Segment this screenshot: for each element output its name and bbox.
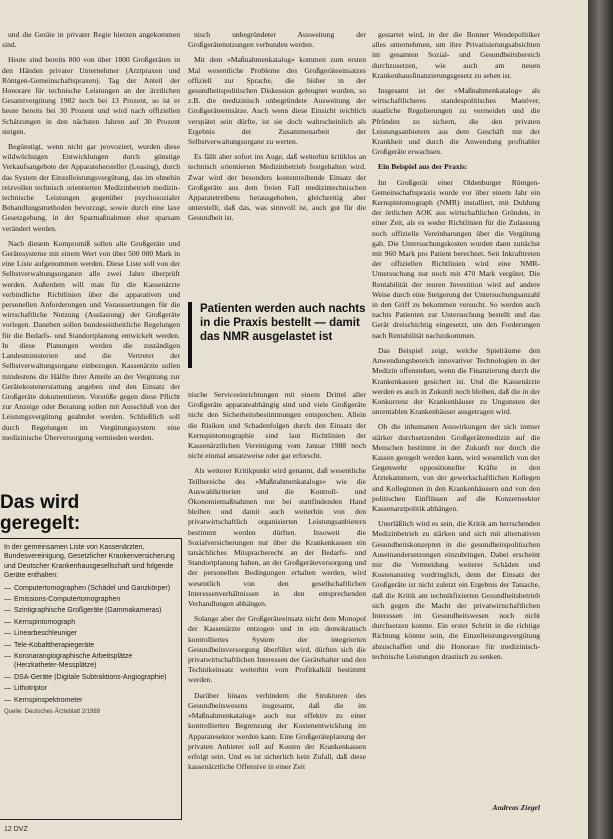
paragraph: Insgesamt ist der »Maßnahmenkatalog« als wirtschaftlicheres standespolitisches Manöver, staatliche Regulierungen zu vermeiden und die Pfründen zu sichern, die den privaten Leistungsanbietern aus dem Geschäft mit der Krankheit und durch die Anwendung profitabler Großgeräte erwachsen. xyxy=(372,86,540,157)
paragraph: nisch unbegründeter Ausweitung der Großgerätenutzungen verbunden werden. xyxy=(188,30,366,50)
pull-quote: Patienten werden auch nachts in die Praxis bestellt — damit das NMR ausgelastet ist xyxy=(188,302,366,368)
list-item: — Kernspinspektrometer xyxy=(4,696,176,705)
list-item: — Computertomographen (Schädel und Ganzkörper) xyxy=(4,584,176,593)
page-footer: 12 DVZ xyxy=(4,826,28,833)
sidebar-headline-line: geregelt: xyxy=(0,513,81,534)
list-item: — Tele-Kobalttherapiegeräte xyxy=(4,641,176,650)
paragraph: Darüber hinaus verhindern die Strukturen des Gesundheitswesens insgesamt, daß die im »Maßnahmenkatalog« auch nur effektiv zu einer kontrollierten Begrenzung der Kostenentwicklung im Apparatesektor werden kann. Eine Großgeräteplanung der privaten Anbieter soll auf Kosten der Krankenkassen erfolgt sein. Und es ist sicherlich kein Zufall, daß diese kassenärztliche Offensive in einer Zeit xyxy=(188,690,366,772)
list-item: — DSA-Geräte (Digitale Subtraktions-Angiographie) xyxy=(4,673,176,682)
source-note: Quelle: Deutsches Ärzteblatt 2/1988 xyxy=(4,709,101,716)
list-item: — Linearbeschleuniger xyxy=(4,629,176,638)
paragraph: und die Geräte in privater Regie hierzen angekommen sind. xyxy=(2,30,180,50)
paragraph: Ob die inhumanen Auswirkungen der sich immer stärker durchsetzenden Großgerätemedizin auf die Menschen bestimmt in der Zukunft nur durch die Kassen geregelt werden kann, wird wesentlich von der Gegenwehr oppositioneller Kräfte in den Ärztekammern, von der gewerkschaftlichen Kollegen und Kolleginnen in den Krankenhäusern und von den politischen Einflüssen auf die Konzernsektor Kassenarztpolitik abhängen. xyxy=(372,422,540,513)
article-column-2 xyxy=(188,30,366,290)
paragraph: Nach diesem Kompromiß sollen alle Großgeräte und Gerätesysteme mit einem Wert von über 500 000 Mark in eine Liste aufgenommen werden. Diese Liste soll von der Selbstverwaltungsorganen alle zwei Jahre überprüft werden. Außerdem will man für die Kassenärzte verbindliche Richtlinien über die apparativen und personellen Anforderungen und Voraussetzungen für die wirtschaftliche Nutzung (Auslastung) der Großgeräte vorlegen. Daneben sollen bundeseinheitliche Regelungen für die Bedarfs- und Standortplanung entwickelt werden. In diese Planungen werden die zuständigen Landesministerien und die Vertreter der Selbstverwaltungsorgane einbezogen. Kassenärzte sollen mindestens die Hälfte ihrer Anteile an der Vergütung zur Gerätekostenerstattung angeben und den Einsatz der Großgeräte dokumentieren. Vorstöße gegen diese Pflicht zur Anzeige oder Beratung sollen mit Ausschluß von der Leistungsvergütung geahndet werden. Schließlich soll durch Regelungen im Vergütungssystem eine medizinische Überversorgung vermieden werden. xyxy=(2,238,180,442)
paragraph: Unerläßlich wird es sein, die Kritik am herrschenden Medizinbetrieb zu stärken und sich mit alternativen Gesundheitskonzepten in die gesundheitspolitischen Auseinandersetzungen einzubringen. Dabei erscheint mir die Vermeidung weiterer Schäden und Kostenanstieg vordringlich, denn der Einsatz der Großgeräte ist nicht zuletzt ein Ergebnis der Tatsache, daß die Kritik am technikfixierten Gesundheitsbetrieb sich gegen die Macht der privatwirtschaftlichen Interessen im Gesundheitswesen noch nicht durchsetzen konnte. Ein erster Schritt in die richtige Richtung könnte sein, die Einzelleistungsvergütung abzuschaffen und die Honorare für medizinisch-technische Leistungen drastisch zu senken. xyxy=(372,519,540,661)
book-spine-shadow xyxy=(588,0,613,839)
paragraph: nische Serviceeinrichtungen mit einem Drittel aller Großgeräte apparateabhängig sind und viele Großgeräte nicht den Sicherheitsbestimmungen entsprechen. Allein die Risiken und Schadenfolgen durch den Einsatz der Kernspintomographie sind laut Richtlinien der Kassenärztlichen Vereinigung vom Januar 1988 noch nicht einmal ansatzweise oder gar erforscht. xyxy=(188,390,366,461)
article-column-3 xyxy=(372,30,540,800)
author-signature: Andreas Ziegel xyxy=(492,803,540,812)
paragraph: gestartet wird, in der die Bonner Wendepolitiker alles unternehmen, um ihre Privatisierungsabsichten im gesamten Sozial- und Gesundheitsbereich durchzusetzen, wie auch am neuen Krankenhausfinanzierungsgesetz zu sehen ist. xyxy=(372,30,540,80)
paragraph: Als weiterer Kritikpunkt wird genannt, daß wesentliche Teilbereiche des »Maßnahmenkatalogs« wie die Auswahlkriterien und die Kontroll- und Ökonomiemaßnahmen nur bei stattfindenden Hand bleiben und damit auch weiterhin von den privatwirtschaftlich organisierten Leistungsanbietern bestimmt werden dürften. Insoweit die Sozialversicherungen nur über die Krankenkassen ein tatsächliches Mitspracherecht an der Bedarfs- und Standortplanung haben, an der Großgeräteversorgung und der personellen Bedingungen erhalten werden, wird wesentlich von den gesellschaftlichen Interessenverhältnissen in den entsprechenden Verhandlungen abhängen. xyxy=(188,466,366,609)
sidebar-headline xyxy=(0,492,180,534)
paragraph: Ein Beispiel aus der Praxis: xyxy=(378,162,468,172)
paragraph: Mit dem »Maßnahmenkatalog« kommen zum ersten Mal wesentliche Probleme des Großgeräteeinsatzes offiziell zur Sprache, die bisher in der gesundheitspolitischen Diskussion geleugnet wurden, so z.B. die medizinisch unbegründete Ausweitung der Großgeräteeinsätze. Auch wenn diese Einsicht reichlich verspätet sein dürfte, ist sie doch wahrscheinlich als Ergebnis der Zusammenarbeit der Selbstverwaltungsorgane zu werten. xyxy=(188,55,366,147)
article-column-2-continued xyxy=(188,390,366,830)
sidebar-headline-line: Das wird xyxy=(0,492,80,513)
list-item: — Koronarangiographische Arbeitsplätze (Herzkatheter-Messplätze) xyxy=(4,652,176,671)
paragraph: Begünstigt, wenn nicht gar provoziert, wurden diese wildwüchsigen Entwicklungen durch günstige Verkaufsangebote der Apparatehersteller (Leasing), durch das System der Einzelleistungsvergütung, das im ohnehin reizvollen technisch orientierten Medizinbetrieb medizin-technische Leistungen gegenüber psychosozialer Behandlungsmethoden bevorzugt, sowie durch eine laxe Gesetzgebung, in der Sparmaßnahmen eher sparsam verändert werden. xyxy=(2,142,180,233)
list-item: — Lithotriptor xyxy=(4,684,176,693)
box-intro: In der gemeinsamen Liste von Kassenärzten, Bundesvereinigung, Gesetzlicher Krankenversicherung und Deutscher Krankenhausgesellschaft sind folgende Geräte enthalten: xyxy=(4,544,175,580)
paragraph: Es fällt aber sofort ins Auge, daß weiterhin kritiklos an technisch orientierten Medizinbetrieb festgehalten wird. Zwar wird der besonders kostentreibende Einsatz der Großgeräte aus dem freien Fall medizintechnischen Apparatetreibens herausgehoben, gleichzeitig aber unterstellt, daß das, was sinnvoll ist, auch gut für die Gesundheit ist. xyxy=(188,152,366,223)
equipment-list-box xyxy=(0,538,182,820)
paragraph: Solange aber der Großgeräteeinsatz nicht dem Monopol der Kassenärzte entzogen und in ein demokratisch kontrolliertes System der integrierten Gesundheitsversorgung überführt wird, dürften sich die privatwirtschaftlichen Interessen der Gerätehalter und den Technikeinsatz weiterhin vom Profitkalkül bestimmt werden. xyxy=(188,614,366,685)
article-column-1 xyxy=(2,30,180,442)
list-item: — Kernspintomograph xyxy=(4,618,176,627)
paragraph: Im Großgerät einer Oldenburger Röntgen-Gemeinschaftspraxis wurde vor über einem Jahr ein Kernspintomograph (NMR) installiert, mit Duldung der örtlichen AOK aus wirtschaftlichen Gründen, in einer Zeit, als es weder Richtlinien für die Zulassung noch offizielle Vereinbarungen über die Vergütung gab. Die Untersuchungskosten wurden dann zunächst mit 960 Mark pro Patient berechnet. Seit Inkrafttreten der offiziellen Richtlinien wird eine NMR-Untersuchung nur noch mit 470 Mark vergütet. Die Rentabilität der teuren Investition wird auf andere Weise durch eine Steigerung der Untersuchungsanzahl in den Griff zu bekommen versucht. So werden auch nachts Patienten zur Untersuchung bestellt und das Gerät dreischichtig eingesetzt, um den Forderungen nach Rentabilität nachzukommen. xyxy=(372,177,540,340)
paragraph: Heute sind bereits 800 von über 1800 Großgeräten in den Händen privater Unternehmer (Arztpraxen und Röntgen-Gemeinschaftspraxen). Tag der Anteil der Honorare für technische Leistungen an der ärztlichen Gesamtvergütung 1982 noch bei 13 Prozent, so ist er heute bereits bei 30 Prozent und wird nach offiziellen Schätzungen in den nächsten Jahren auf 30 Prozent steigen. xyxy=(2,55,180,136)
equipment-list xyxy=(4,584,176,705)
paragraph: Das Beispiel zeigt, welche Spielräume den Anwendungsbereich innovativer Technologien in der Medizin offenstehen, wenn die Finanzierung durch die Krankenkassen gesichert ist. Und die Kassenärzte werden es auch in Zukunft noch bleiben, daß die in der Konkurrenz der Krankenhäuser zu Ungunsten der unrentablen Krankenhäuser ausgetragen wird. xyxy=(372,345,540,417)
list-item: — Emissions-Computertomographen xyxy=(4,595,176,604)
list-item: — Szintigraphische Großgeräte (Gammakameras) xyxy=(4,606,176,615)
